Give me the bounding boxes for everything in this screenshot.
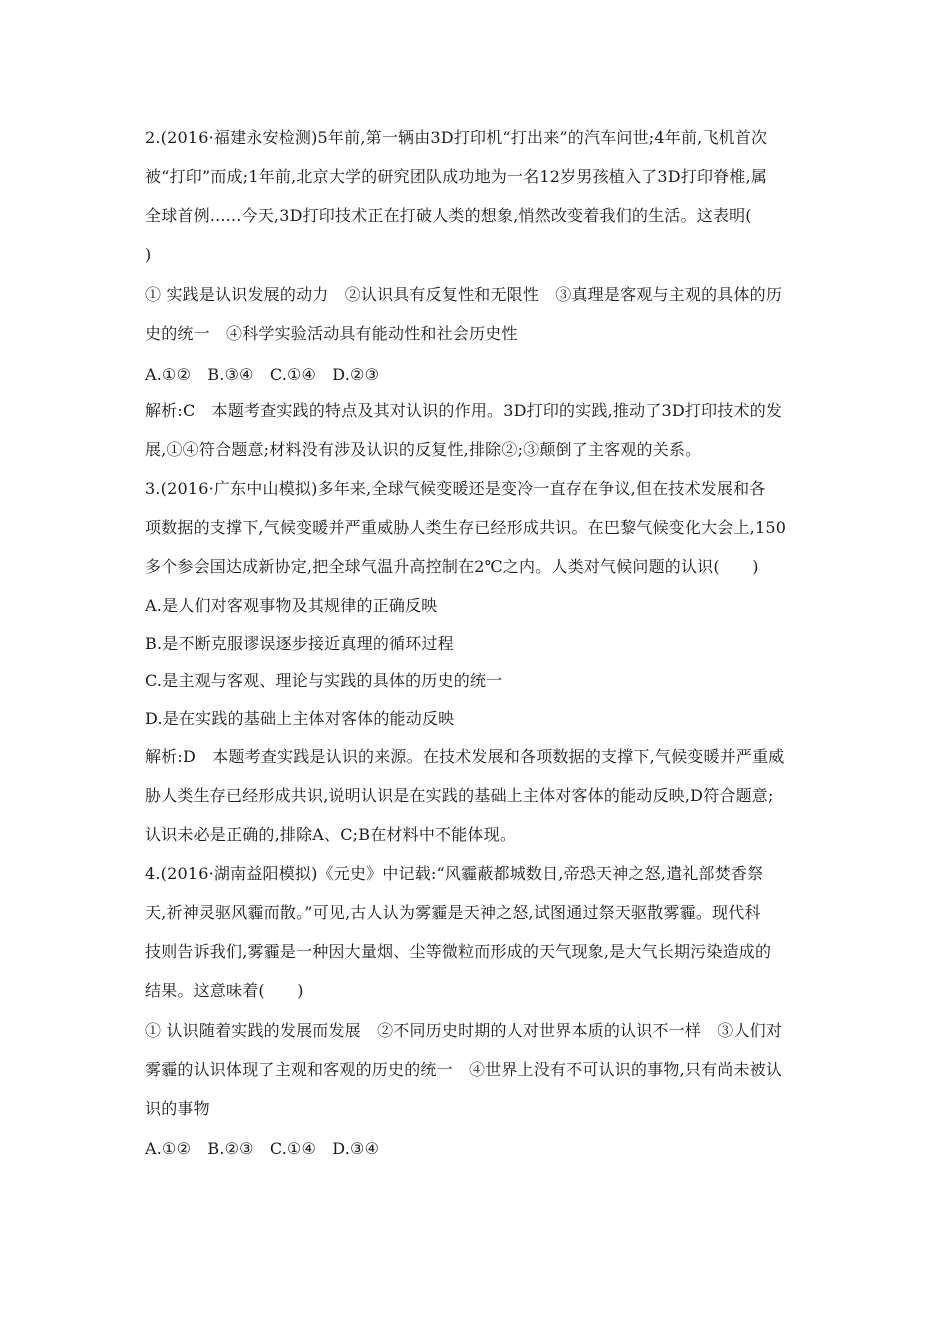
q2-stem-line-3: 全球首例......今天,3D打印技术正在打破人类的想象,悄然改变着我们的生活。这表明( [145, 206, 752, 225]
q3-option-d: D.是在实践的基础上主体对客体的能动反映 [145, 709, 455, 728]
q3-stem-line-1: 3.(2016·广东中山模拟)多年来,全球气候变暖还是变冷一直存在争议,但在技术发展和各 [145, 479, 766, 498]
q2-explanation-line-1: 解析:C 本题考查实践的特点及其对认识的作用。3D打印的实践,推动了3D打印技术的发 [145, 401, 783, 420]
q4-options: A.①② B.②③ C.①④ D.③④ [145, 1139, 380, 1158]
q4-statements-line-3: 识的事物 [145, 1099, 210, 1118]
q4-statements-line-2: 雾霾的认识体现了主观和客观的历史的统一 ④世界上没有不可认识的事物,只有尚未被认 [145, 1060, 783, 1079]
q2-answer-bracket: ) [145, 245, 152, 264]
q4-stem-line-4: 结果。这意味着( ) [145, 981, 304, 1000]
q4-statements-line-1: ① 认识随着实践的发展而发展 ②不同历史时期的人对世界本质的认识不一样 ③人们对 [145, 1021, 783, 1040]
q3-option-a: A.是人们对客观事物及其规律的正确反映 [145, 596, 438, 615]
q2-stem-line-2: 被“打印”而成;1年前,北京大学的研究团队成功地为一名12岁男孩植入了3D打印脊椎,属 [145, 167, 768, 186]
q2-options: A.①② B.③④ C.①④ D.②③ [145, 365, 380, 384]
q2-stem-line-1: 2.(2016·福建永安检测)5年前,第一辆由3D打印机“打出来”的汽车问世;4年前,飞机首次 [145, 128, 768, 147]
q2-statements-line-1: ① 实践是认识发展的动力 ②认识具有反复性和无限性 ③真理是客观与主观的具体的历 [145, 285, 783, 304]
q3-explanation-line-3: 认识未必是正确的,排除A、C;B在材料中不能体现。 [145, 825, 517, 844]
q3-stem-line-3: 多个参会国达成新协定,把全球气温升高控制在2℃之内。人类对气候问题的认识( ) [145, 557, 759, 576]
q2-statements-line-2: 史的统一 ④科学实验活动具有能动性和社会历史性 [145, 324, 518, 343]
q3-explanation-line-1: 解析:D 本题考查实践是认识的来源。在技术发展和各项数据的支撑下,气候变暖并严重威 [145, 747, 785, 766]
q3-stem-line-2: 项数据的支撑下,气候变暖并严重威胁人类生存已经形成共识。在巴黎气候变化大会上,150 [145, 518, 787, 537]
q4-stem-line-3: 技则告诉我们,雾霾是一种因大量烟、尘等微粒而形成的天气现象,是大气长期污染造成的 [145, 942, 772, 961]
q4-stem-line-2: 天,祈神灵驱风霾而散。”可见,古人认为雾霾是天神之怒,试图通过祭天驱散雾霾。现代科 [145, 903, 761, 922]
q3-option-c: C.是主观与客观、理论与实践的具体的历史的统一 [145, 671, 503, 690]
q2-explanation-line-2: 展,①④符合题意;材料没有涉及认识的反复性,排除②;③颠倒了主客观的关系。 [145, 440, 702, 459]
q3-explanation-line-2: 胁人类生存已经形成共识,说明认识是在实践的基础上主体对客体的能动反映,D符合题意; [145, 786, 774, 805]
q4-stem-line-1: 4.(2016·湖南益阳模拟)《元史》中记载:“风霾蔽都城数日,帝恐天神之怒,遣礼部焚香祭 [145, 864, 764, 883]
q3-option-b: B.是不断克服谬误逐步接近真理的循环过程 [145, 634, 454, 653]
